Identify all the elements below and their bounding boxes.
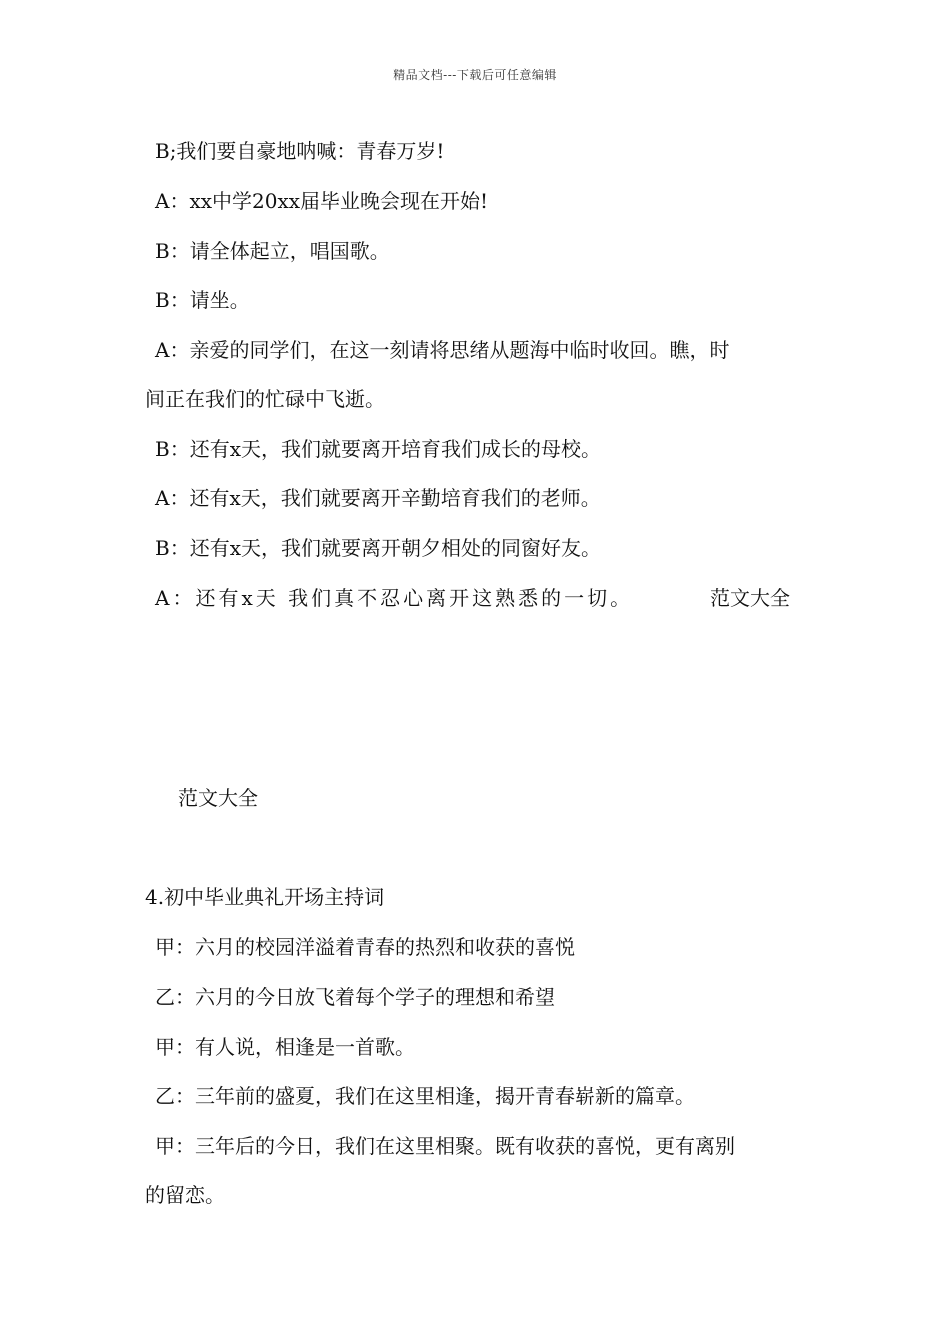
- dialogue-line: B;我们要自豪地呐喊：青春万岁!: [155, 139, 445, 163]
- dialogue-line: 甲：六月的校园洋溢着青春的热烈和收获的喜悦: [155, 935, 575, 959]
- dialogue-line: B：请坐。: [155, 288, 250, 312]
- dialogue-line: B：还有x天，我们就要离开朝夕相处的同窗好友。: [155, 536, 601, 560]
- section-heading: 4.初中毕业典礼开场主持词: [145, 885, 385, 909]
- dialogue-line: B：还有x天，我们就要离开培育我们成长的母校。: [155, 437, 601, 461]
- dialogue-line: 甲：有人说，相逢是一首歌。: [155, 1035, 415, 1059]
- dialogue-line: 甲：三年后的今日，我们在这里相聚。既有收获的喜悦，更有离别: [155, 1134, 735, 1158]
- dialogue-line: 乙：六月的今日放飞着每个学子的理想和希望: [155, 985, 555, 1009]
- dialogue-line: A：还有x天，我们就要离开辛勤培育我们的老师。: [155, 486, 601, 510]
- dialogue-line-continuation: 间正在我们的忙碌中飞逝。: [145, 387, 385, 411]
- dialogue-line: A：还有x天 我们真不忍心离开这熟悉的一切。: [155, 586, 634, 610]
- dialogue-line-continuation: 的留恋。: [145, 1183, 225, 1207]
- watermark-label: 范文大全: [178, 786, 258, 810]
- dialogue-line: A：xx中学20xx届毕业晚会现在开始!: [155, 189, 489, 213]
- dialogue-line: B：请全体起立，唱国歌。: [155, 239, 390, 263]
- tail-label: 范文大全: [710, 586, 790, 610]
- dialogue-line: 乙：三年前的盛夏，我们在这里相逢，揭开青春崭新的篇章。: [155, 1084, 695, 1108]
- page-header: 精品文档---下载后可任意编辑: [393, 68, 557, 82]
- dialogue-line: A：亲爱的同学们，在这一刻请将思绪从题海中临时收回。瞧，时: [155, 338, 730, 362]
